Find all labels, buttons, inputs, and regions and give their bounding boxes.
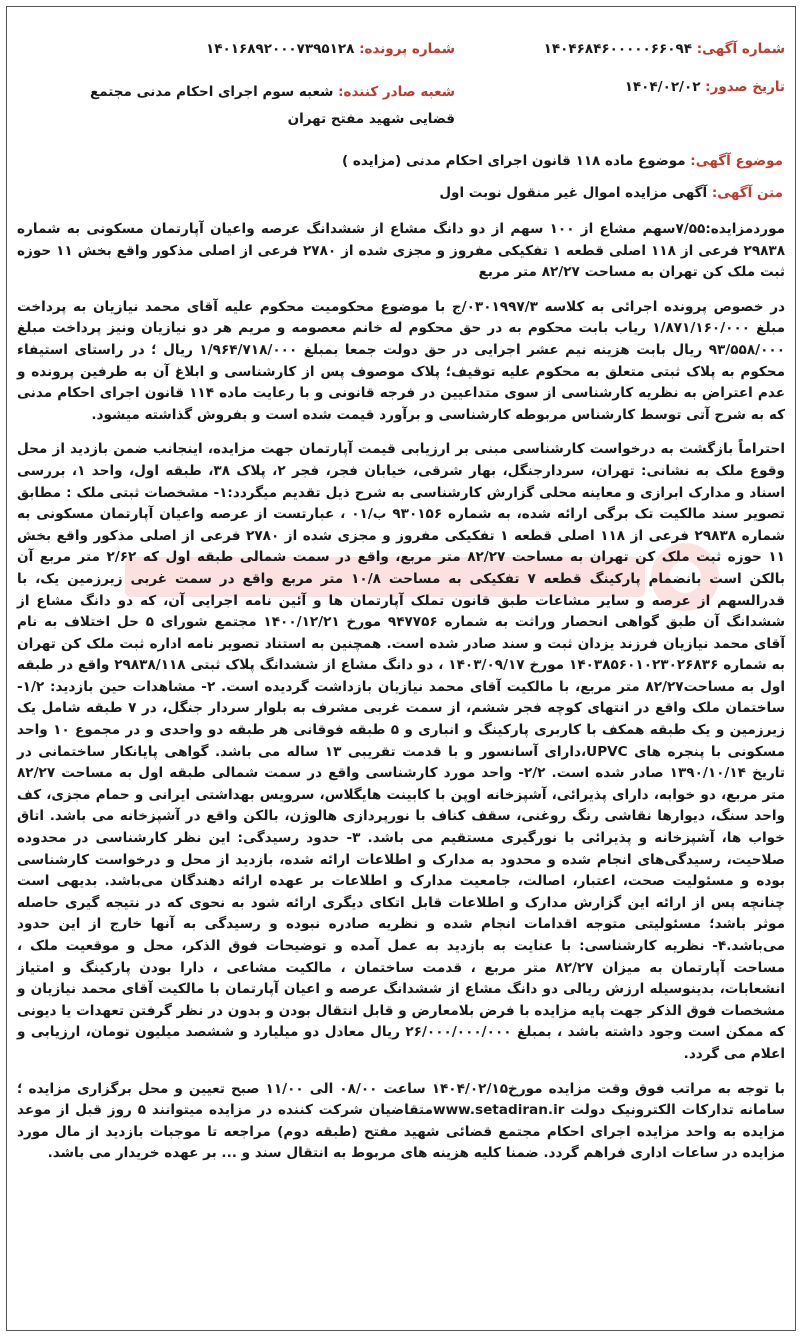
case-details-paragraph: در خصوص پرونده اجرائی به کلاسه ۰۳۰۱۹۹۷/۳/ج با موضوع محکومیت محکوم علیه آقای محمد نیازیان به پرداخت مبلغ ۱/۸۷۱/۱۶۰/۰۰۰ ریاب بابت محکوم به در حق محکوم له خانم معصومه و مریم هر دو نیازیان ونیز پرداخت مبلغ ۹۳/۵۵۸/۰۰۰ ریال بابت هزینه نیم عشر اجرایی در حق دولت جمعا بمبلغ ۱/۹۶۴/۷۱۸/۰۰۰ ریال ؛ در راستای استیفاء محکوم به پلاک ثبتی متعلق به محکوم علیه توقیف؛ پلاک موصوف پس از کارشناسی و ابلاغ آن به طرفین پرونده و عدم اعتراض به نظریه کارشناسی از سوی متداعیین در فرجه قانونی و با رعایت ماده ۱۱۴ قانون اجرای احکام مدنی که به شرح آتی توسط کارشناس مربوطه کارشناسی و برآورد قیمت شده است و بفروش گذاشته میشود.	[17, 298, 785, 423]
expert-report-paragraph: احتراماً بازگشت به درخواست کارشناسی مبنی بر ارزیابی قیمت آپارتمان جهت مزایده، اینجانب ضمن بازدید از محل وقوع ملک به نشانی: تهران، سردارجنگل، بهار شرقی، خیابان فجر، فجر ۲، پلاک ۳۸، طبقه اول، واحد ۱، بررسی اسناد و مدارک ابرازی و معاینه محلی گزارش کارشناسی به شرح ذیل تقدیم میگردد:۱- مشخصات ثبتی ملک : مطابق تصویر سند مالکیت تک برگی ارائه شده، به شماره ۹۳۰۱۵۶ ب/۰۱ ، عبارتست از عرصه واعیان آپارتمان مسکونی به شماره ۲۹۸۳۸ فرعی از ۱۱۸ اصلی قطعه ۱ تفکیکی مفروز و مجزی شده از ۲۷۸۰ فرعی از اصلی مذکور واقع بخش ۱۱ حوزه ثبت ملک کن تهران به مساحت ۸۲/۲۷ متر مربع، واقع در سمت شمالی طبقه اول که ۲/۶۲ متر مربع آن بالکن است بانضمام پارکینگ قطعه ۷ تفکیکی به مساحت ۱۰/۸ متر مربع واقع در سمت غربی زیرزمین یک، با قدرالسهم از عرصه و سایر مشاعات طبق قانون تملک آپارتمان ها و آئین نامه اجرایی آن، که دو دانگ مشاع از ششدانگ آن طبق گواهی انحصار وراثت به شماره ۹۴۷۷۵۶ مورخ ۱۴۰۰/۱۲/۲۱ مجتمع شورای ۵ حل اختلاف به نام آقای محمد نیازیان فرزند یزدان ثبت و سند صادر شده است. همچنین به استناد تصویر نامه اداره ثبت ملک کن تهران به شماره ۱۴۰۳۸۵۶۰۱۰۲۳۰۲۶۸۳۶ مورخ ۱۴۰۳/۰۹/۱۷ ، دو دانگ مشاع از ششدانگ پلاک ثبتی ۲۹۸۳۸/۱۱۸ واقع در طبقه اول به مساحت۸۲/۲۷ متر مربع، با مالکیت آقای محمد نیازیان بازداشت گردیده است. ۲- مشاهدات حین بازدید: ۱/۲- ساختمان ملک واقع در انتهای کوچه فجر ششم، از سمت غربی مشرف به بلوار سردار جنگل، در ۷ طبقه شامل یک زیرزمین و یک طبقه همکف با کاربری پارکینگ و انباری و ۵ طبقه فوقانی هر طبقه دو واحدی و در مجموع ۱۰ واحد مسکونی با پنجره های UPVC،دارای آسانسور و با قدمت تقریبی ۱۳ ساله می باشد. گواهی پایانکار ساختمانی در تاریخ ۱۳۹۰/۱۰/۱۴ صادر شده است. ۲/۲- واحد مورد کارشناسی واقع در سمت شمالی طبقه اول به مساحت ۸۲/۲۷ متر مربع، دو خوابه، دارای پذیرائی، آشپزخانه اوپن با کابینت هایگلاس، سرویس بهداشتی ایرانی و حمام مجزی، کف واحد سنگ، دیوارها نقاشی رنگ روغنی، سقف کناف با نورپردازی هالوژن، بالکن واقع در آشپزخانه می باشد. اتاق خواب ها، آشپزخانه و پذیرائی با نورگیری مستقیم می باشد. ۳- حدود رسیدگی: این نظر کارشناسی در محدوده صلاحیت، رسیدگی‌های انجام شده و محدود به مدارک و اطلاعات ارائه شده، بازدید از محل و درخواست کارشناسی بوده و مسئولیت صحت، اعتبار، اصالت، جامعیت مدارک و اطلاعات بر عهده ارائه دهندگان می‌باشد. بدیهی است چنانچه پس از ارائه این گزارش مدارک و اطلاعات قابل اتکای دیگری ارائه شود به نحوی که در نتیجه گیری حاصله موثر باشد؛ مسئولیتی متوجه اقدامات انجام شده و نظریه صادره نبوده و رسیدگی به آنها خارج از این حدود می‌باشد.۴- نظریه کارشناسی: با عنایت به بازدید به عمل آمده و توضیحات فوق الذکر، محل و موقعیت ملک ، مساحت آپارتمان به میزان ۸۲/۲۷ متر مربع ، قدمت ساختمان ، مالکیت مشاعی ، دارا بودن پارکینگ و امتیاز انشعابات، بدینوسیله ارزش ریالی دو دانگ مشاع از ششدانگ عرصه و اعیان آپارتمان با مالکیت آقای محمد نیازیان و مشخصات فوق الذکر جهت پایه مزایده با فرض بلامعارض و قابل انتقال بودن و بدون در نظر گرفتن تعهدات یا دیونی که ممکن است وجود داشته باشد ، بمبلغ ۲۶/۰۰۰/۰۰۰/۰۰۰ ریال معادل دو میلیارد و ششصد میلیون تومان، ارزیابی و اعلام می گردد.	[17, 441, 786, 1062]
notice-frame	[6, 6, 796, 1331]
auction-time-paragraph: با توجه به مراتب فوق وقت مزایده مورخ۱۴۰۴/۰۲/۱۵ ساعت ۰۸/۰۰ الی ۱۱/۰۰ صبح تعیین و محل برگزاری مزایده ؛سامانه تدارکات الکترونیک دولت www.setadiran.irمتقاضیان شرکت کننده در مزایده میتوانند ۵ روز قبل از موعد مزایده به واحد مزایده اجرای احکام مجتمع قضائی شهید مفتح (طبقه دوم) مراجعه تا موجبات بازدید از مال مورد مزایده در ساعات اداری فراهم گردد. ضمنا کلیه هزینه های مربوط به انتقال سند و ... بر عهده خریدار می باشد.	[17, 1080, 785, 1162]
ad-text-row	[19, 185, 783, 201]
case-number: ۱۴۰۱۶۸۹۲۰۰۰۷۳۹۵۱۲۸	[206, 41, 355, 57]
ad-number-field	[544, 41, 785, 57]
auction-item-paragraph: موردمزایده:۷/۵۵سهم مشاع از ۱۰۰ سهم از دو دانگ مشاع از ششدانگ عرصه واعیان آپارتمان مسکونی به شماره ۲۹۸۳۸ فرعی از ۱۱۸ اصلی قطعه ۱ تفکیکی مفروز و مجزی شده از ۲۷۸۰ فرعی از اصلی مذکور واقع بخش ۱۱ حوزه ثبت ملک کن تهران به مساحت ۸۲/۲۷ متر مربع	[17, 221, 786, 281]
ad-text-value: آگهی مزایده اموال غیر منقول نوبت اول	[439, 185, 708, 201]
ad-text-label: متن آگهی:	[711, 185, 783, 201]
issuer-field	[85, 79, 455, 133]
notice-header	[7, 7, 795, 127]
case-number-label: شماره پرونده:	[359, 41, 455, 57]
issuer: شعبه سوم اجرای احکام مدنی مجتمع قضایی شهید مفتح تهران	[90, 84, 455, 127]
issue-date-label: تاریخ صدور:	[705, 79, 785, 95]
subject-row	[19, 153, 783, 169]
notice-body	[17, 219, 785, 1178]
ad-number-label: شماره آگهی:	[696, 41, 785, 57]
ad-number: ۱۴۰۴۶۸۴۶۰۰۰۰۰۶۶۰۹۴	[543, 41, 692, 57]
case-number-field	[206, 41, 455, 57]
subject-label: موضوع آگهی:	[690, 153, 783, 169]
issuer-label: شعبه صادر کننده:	[338, 84, 455, 100]
issue-date-field	[625, 79, 785, 95]
issue-date: ۱۴۰۴/۰۲/۰۲	[624, 79, 701, 95]
subject-value: موضوع ماده ۱۱۸ قانون اجرای احکام مدنی (مزایده )	[342, 153, 686, 169]
